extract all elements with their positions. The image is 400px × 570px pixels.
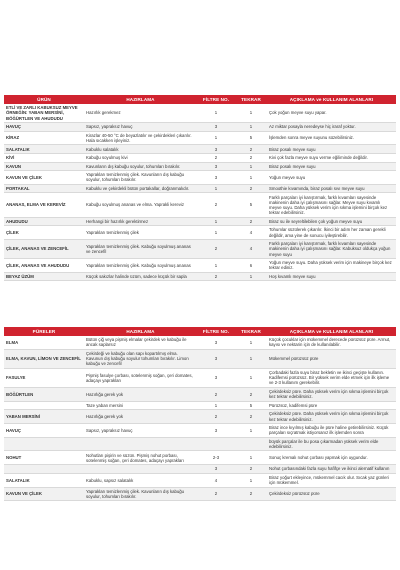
preparation-cell bbox=[84, 465, 197, 474]
product-cell: ÇİLEK, ANANAS VE ZENCEFİL bbox=[4, 239, 84, 258]
product-cell: KİVİ bbox=[4, 153, 84, 162]
repeat-cell: 2 bbox=[235, 410, 267, 424]
purees-table bbox=[4, 327, 396, 501]
description-cell: Çok yoğun meyve suyu yapar. bbox=[267, 104, 396, 122]
product-cell: NOHUT bbox=[4, 451, 84, 465]
filter-cell: 2 bbox=[197, 153, 235, 162]
description-cell: İşlemden sonra meyve suyunu süzebilirsiniz. bbox=[267, 131, 396, 145]
description-cell: Çekirdeksiz püre. Daha yüksek verim için sıkma işlemini birçok kez tekrar edebilirsiniz. bbox=[267, 410, 396, 424]
description-cell: Pürüzsüz, kadifemsi püre bbox=[267, 401, 396, 410]
filter-cell: 1 bbox=[197, 258, 235, 272]
description-cell: Çorbadaki fazla suyu biraz bekletin ve ikinci geçişte kullanın. Kadifemsi pürüzsüz. Bir yüksek verim elde etmek için ilk işleme ve 2-3 kullanım gerekebilir. bbox=[267, 368, 396, 387]
juices-table bbox=[4, 95, 396, 281]
table-row bbox=[4, 145, 396, 154]
product-cell: ANANAS, ELMA VE KEREVİZ bbox=[4, 193, 84, 217]
product-cell: ELMA, KAVUN, LİMON VE ZENCEFİL bbox=[4, 349, 84, 368]
repeat-cell: 5 bbox=[235, 193, 267, 217]
table-row bbox=[4, 437, 396, 451]
preparation-cell: Yaprakları temizlenmiş çilek. Kabuğu soyulmuş ananas ve zencefil bbox=[84, 239, 197, 258]
filter-cell: 3 bbox=[197, 171, 235, 185]
filter-cell: 1 bbox=[197, 401, 235, 410]
filter-cell: 2 bbox=[197, 487, 235, 501]
table-row bbox=[4, 410, 396, 424]
preparation-cell: Sapsız, yapraksız havuç bbox=[84, 122, 197, 131]
description-cell: Biraz posalı meyve suyu bbox=[267, 145, 396, 154]
header-description: AÇIKLAMA ve KULLANIM ALANLARI bbox=[267, 95, 396, 104]
header-description: AÇIKLAMA ve KULLANIM ALANLARI bbox=[267, 327, 396, 336]
product-cell: KİRAZ bbox=[4, 131, 84, 145]
preparation-cell: Kabuğu soyulmuş ananas ve elma. Yaprakli kereviz bbox=[84, 193, 197, 217]
filter-cell: 3 bbox=[197, 336, 235, 349]
description-cell: Tohumlar süzülerek çıkarılır. İkinci bir adım her zaman gerekli değildir, ama yine de sonucu iyileştirebilir. bbox=[267, 226, 396, 240]
filter-cell: 2 bbox=[197, 193, 235, 217]
description-cell: Biraz posalı meyve suyu bbox=[267, 162, 396, 171]
product-cell: FASULYE bbox=[4, 368, 84, 387]
table-row bbox=[4, 487, 396, 501]
preparation-cell: Herhangi bir hazırlık gerektirmez bbox=[84, 217, 197, 226]
repeat-cell: 6 bbox=[235, 258, 267, 272]
product-cell: SALATALIK bbox=[4, 145, 84, 154]
table-row bbox=[4, 465, 396, 474]
product-cell: KAVUN VE ÇİLEK bbox=[4, 171, 84, 185]
juices-header-row bbox=[4, 95, 396, 104]
table-row bbox=[4, 473, 396, 487]
filter-cell: 2 bbox=[197, 272, 235, 281]
table-row bbox=[4, 239, 396, 258]
description-cell: Biraz ince kıyılmış kabuğu ile püre haline getirebilirsiniz. Küçük parçaları sıçratmak istiyorsanız ilk işlemden sonra bbox=[267, 423, 396, 437]
filter-cell: 1 bbox=[197, 226, 235, 240]
header-filter: FİLTRE NO. bbox=[197, 95, 235, 104]
description-cell: Nohut çorbasındaki fazla suyu hafifçe ve ikinci alernatif kullanın bbox=[267, 465, 396, 474]
filter-cell: 3 bbox=[197, 423, 235, 437]
repeat-cell: 1 bbox=[235, 368, 267, 387]
table-row bbox=[4, 104, 396, 122]
product-cell: BÖĞÜRTLEN bbox=[4, 387, 84, 401]
preparation-cell: Yaprakları temizlenmiş çilek bbox=[84, 226, 197, 240]
header-filter: FİLTRE NO. bbox=[197, 327, 235, 336]
repeat-cell: 1 bbox=[235, 473, 267, 487]
description-cell: Çekirdeksiz pürüzsüz püre bbox=[267, 487, 396, 501]
preparation-cell: Kavunların dış kabuğu soyulur, tohumları bırakılır. bbox=[84, 162, 197, 171]
filter-cell: 2 bbox=[197, 239, 235, 258]
preparation-cell: Nohutları pişirin ve süzün. Pişmiş nohut porbası, sotelenmiş soğan, çeri domates, adaçayı yaprakları bbox=[84, 451, 197, 465]
repeat-cell bbox=[235, 437, 267, 451]
table-row bbox=[4, 349, 396, 368]
repeat-cell: 2 bbox=[235, 387, 267, 401]
filter-cell: 3 bbox=[197, 122, 235, 131]
table-row bbox=[4, 153, 396, 162]
preparation-cell: Çekirdeği ve kabuğu olan sapı kopartılmış elma. Kavunun dış kabuğu soyulur tohumları bırakılır. Limon kabuğu ve zencefil bbox=[84, 349, 197, 368]
repeat-cell: 2 bbox=[235, 145, 267, 154]
description-cell: Smoothie kıvamında, biraz posalı sıvı meyve suyu bbox=[267, 184, 396, 193]
filter-cell: 4 bbox=[197, 473, 235, 487]
product-cell: AHUDUDU bbox=[4, 217, 84, 226]
filter-cell: 3 bbox=[197, 145, 235, 154]
table-row bbox=[4, 368, 396, 387]
preparation-cell: Bütün çiğ veya pişmiş elmalar çekirdek ve kabuğu ile ancak saplarsız bbox=[84, 336, 197, 349]
preparation-cell: Hazırlığa gerek yok bbox=[84, 410, 197, 424]
table-row bbox=[4, 336, 396, 349]
filter-cell: 1 bbox=[197, 217, 235, 226]
table-row bbox=[4, 184, 396, 193]
preparation-cell: Pişmiş fasulye çorbası, sotelenmiş soğan, çeri domates, adaçayı yaprakları bbox=[84, 368, 197, 387]
repeat-cell: 2 bbox=[235, 184, 267, 193]
table-row bbox=[4, 162, 396, 171]
repeat-cell: 1 bbox=[235, 272, 267, 281]
product-cell: BEYAZ ÜZÜM bbox=[4, 272, 84, 281]
filter-cell: 1 bbox=[197, 104, 235, 122]
repeat-cell: 5 bbox=[235, 131, 267, 145]
description-cell: Yoğun meyve suyu bbox=[267, 171, 396, 185]
juices-section bbox=[4, 95, 396, 281]
description-cell: Mükemmel pürüzsüz püre bbox=[267, 349, 396, 368]
table-row bbox=[4, 258, 396, 272]
repeat-cell: 2 bbox=[235, 217, 267, 226]
preparation-cell: Kabuğu soyulmuş kivi bbox=[84, 153, 197, 162]
preparation-cell: Yaprakları temizlenmiş çilek. Kavunların dış kabuğu soyulur, tohumları bırakılır. bbox=[84, 171, 197, 185]
preparation-cell: Kabuklu salatalık bbox=[84, 145, 197, 154]
preparation-cell: Kirazlar 40-50 °C de beyazlatılır ve çekirdekleri çıkarılır. Hala sıcakken işleyiniz. bbox=[84, 131, 197, 145]
product-cell: ÇİLEK, ANANAS VE AHUDUDU bbox=[4, 258, 84, 272]
filter-cell: 2-3 bbox=[197, 451, 235, 465]
description-cell: Az miktar posayla neredeyse hiç iraraf yoktur. bbox=[267, 122, 396, 131]
table-row bbox=[4, 423, 396, 437]
table-row bbox=[4, 401, 396, 410]
repeat-cell: 1 bbox=[235, 349, 267, 368]
table-row bbox=[4, 131, 396, 145]
description-cell: Kivi çok fazla meyve suyu verme eğiliminde değildir. bbox=[267, 153, 396, 162]
description-cell: Farklı parçaları iyi karıştırmak, farklı kıvamları sayesinde makinenin daha iyi çalışmasını sağlar. Meyve suyu kıvamlı meyve suyu. Daha yüksek verim için sıkma işlemini birçok kez tekrar edebilirsiniz. bbox=[267, 193, 396, 217]
preparation-cell: Kabuklu, sapsız salatalık bbox=[84, 473, 197, 487]
filter-cell: 1 bbox=[197, 184, 235, 193]
filter-cell: 3 bbox=[197, 162, 235, 171]
product-cell: YABAN MERSİNİ bbox=[4, 410, 84, 424]
purees-section bbox=[4, 327, 396, 501]
product-cell bbox=[4, 401, 84, 410]
repeat-cell: 4 bbox=[235, 226, 267, 240]
description-cell: Çekirdeksiz püre. Daha yüksek verim için sıkma işlemini birçok kez tekrar edebilirsiniz. bbox=[267, 387, 396, 401]
repeat-cell: 1 bbox=[235, 122, 267, 131]
juices-body bbox=[4, 104, 396, 281]
preparation-cell bbox=[84, 437, 197, 451]
filter-cell: 1 bbox=[197, 131, 235, 145]
product-cell bbox=[4, 437, 84, 451]
description-cell: büyük parçalar ile bu posa çıkarmadan yüksek verim elde edebilirsiniz. bbox=[267, 437, 396, 451]
filter-cell: 2 bbox=[197, 410, 235, 424]
table-row bbox=[4, 217, 396, 226]
preparation-cell: Taze yaban mersini bbox=[84, 401, 197, 410]
product-cell: KAVUN VE ÇİLEK bbox=[4, 487, 84, 501]
repeat-cell: 1 bbox=[235, 336, 267, 349]
product-cell: HAVUÇ bbox=[4, 122, 84, 131]
repeat-cell: 1 bbox=[235, 423, 267, 437]
product-cell: ETLİ VE ZARLI KABUKSUZ MEYVE ÖRNEĞİN: YABAN MERSİNİ, BÖĞÜRTLEN VE AHUDUDU bbox=[4, 104, 84, 122]
table-row bbox=[4, 171, 396, 185]
header-preparation: HAZIRLAMA bbox=[84, 95, 197, 104]
repeat-cell: 2 bbox=[235, 465, 267, 474]
description-cell: Hoş kıvamlı meyve suyu bbox=[267, 272, 396, 281]
product-cell: SALATALIK bbox=[4, 473, 84, 487]
table-row bbox=[4, 272, 396, 281]
product-cell: KAVUN bbox=[4, 162, 84, 171]
header-repeat: TEKRAR bbox=[235, 95, 267, 104]
filter-cell: 3 bbox=[197, 349, 235, 368]
preparation-cell: Yaprakları temizlenmiş çilek. Kabuğu soyulmuş ananas bbox=[84, 258, 197, 272]
repeat-cell: 1 bbox=[235, 171, 267, 185]
description-cell: Sonuç kremalı nohut çorbası yapmak için uygundur. bbox=[267, 451, 396, 465]
repeat-cell: 1 bbox=[235, 162, 267, 171]
preparation-cell: Yaprakları temizlenmiş çilek. Kavunların dış kabuğu soyulur, tohumları bırakılır. bbox=[84, 487, 197, 501]
filter-cell: 2 bbox=[197, 387, 235, 401]
table-row bbox=[4, 122, 396, 131]
preparation-cell: Sapsız, yapraksız havuç bbox=[84, 423, 197, 437]
purees-body bbox=[4, 336, 396, 501]
repeat-cell: 4 bbox=[235, 239, 267, 258]
header-preparation: HAZIRLAMA bbox=[84, 327, 197, 336]
description-cell: Farklı parçaları iyi karıştırmak, farklı kıvamları sayesinde makinenin daha iyi çalışmasını sağlar. Kabuksuz oldukça yoğun meyve suyu bbox=[267, 239, 396, 258]
description-cell: Biraz su ile seyreltilebilen çok yoğun meyve suyu bbox=[267, 217, 396, 226]
filter-cell: 3 bbox=[197, 368, 235, 387]
table-row bbox=[4, 451, 396, 465]
header-product: ÜRÜN bbox=[4, 95, 84, 104]
description-cell: Biraz yoğurt ekleyince, mükemmel cacık olur. Sıcak yaz günleri için mükemmel. bbox=[267, 473, 396, 487]
repeat-cell: 2 bbox=[235, 153, 267, 162]
preparation-cell: Hazırlığa gerek yok bbox=[84, 387, 197, 401]
filter-cell: 3 bbox=[197, 465, 235, 474]
product-cell: PORTAKAL bbox=[4, 184, 84, 193]
repeat-cell: 1 bbox=[235, 451, 267, 465]
product-cell: ÇİLEK bbox=[4, 226, 84, 240]
table-row bbox=[4, 387, 396, 401]
table-row bbox=[4, 226, 396, 240]
repeat-cell: 2 bbox=[235, 487, 267, 501]
description-cell: Küçük çocuklar için mükemmel derecede pürüzsüz püre. Armut, kayısı ve nektarin için de kullanılabilir. bbox=[267, 336, 396, 349]
repeat-cell: 1 bbox=[235, 104, 267, 122]
product-cell: ELMA bbox=[4, 336, 84, 349]
header-repeat: TEKRAR bbox=[235, 327, 267, 336]
table-row bbox=[4, 193, 396, 217]
preparation-cell: Kabuklu ve çekirdekli bütün portakallar, doğranmalıdır. bbox=[84, 184, 197, 193]
header-product: PÜRELER bbox=[4, 327, 84, 336]
repeat-cell: 5 bbox=[235, 401, 267, 410]
purees-header-row bbox=[4, 327, 396, 336]
preparation-cell: Küçük sakızlar halinde üzüm, sadece küçük bir sapla bbox=[84, 272, 197, 281]
product-cell: HAVUÇ bbox=[4, 423, 84, 437]
preparation-cell: Hazırlık gerekmez bbox=[84, 104, 197, 122]
filter-cell bbox=[197, 437, 235, 451]
product-cell bbox=[4, 465, 84, 474]
description-cell: Yoğun meyve suyu. Daha yüksek verim için makineye birçok kez tekrar ediniz. bbox=[267, 258, 396, 272]
